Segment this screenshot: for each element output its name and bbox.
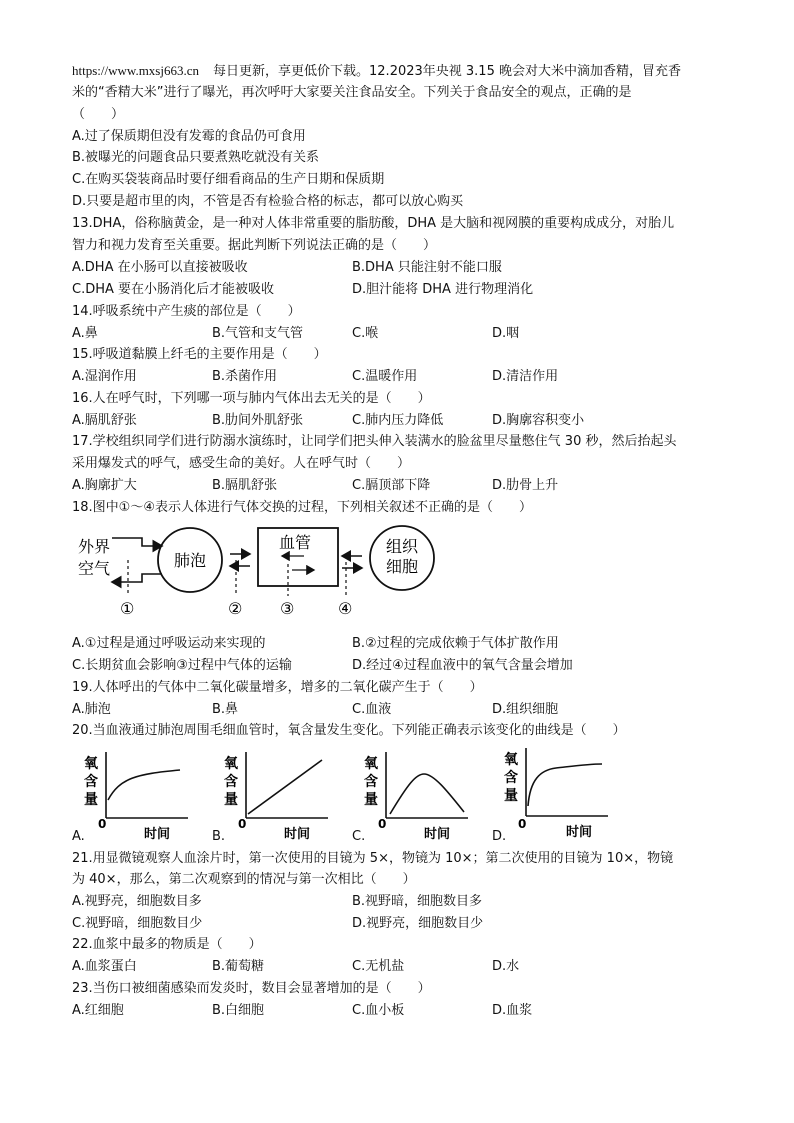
q19-stem: 19.人体呼出的气体中二氧化碳量增多，增多的二氧化碳产生于（ ） — [72, 680, 483, 695]
outside-air-label-2: 空气 — [78, 559, 111, 578]
outside-air-label-1: 外界 — [78, 537, 111, 556]
q18-option-b: B.②过程的完成依赖于气体扩散作用 — [352, 636, 559, 651]
graph-b-xlabel: 时间 — [284, 827, 311, 840]
q15-option-b: B.杀菌作用 — [212, 369, 278, 384]
q15-option-c: C.温暖作用 — [352, 369, 418, 384]
graph-c-ylabel-1: 氧 — [364, 756, 378, 772]
q14-option-c: C.喉 — [352, 326, 379, 341]
graph-a — [84, 748, 194, 840]
q16-stem: 16.人在呼气时，下列哪一项与肺内气体出去无关的是（ ） — [72, 391, 431, 406]
q20-stem: 20.当血液通过肺泡周围毛细血管时，氧含量发生变化。下列能正确表示该变化的曲线是（ ） — [72, 723, 626, 738]
graph-d-ylabel-3: 量 — [504, 788, 518, 804]
q16-option-a: A.膈肌舒张 — [72, 413, 137, 428]
q12-option-b: B.被曝光的问题食品只要煮熟吃就没有关系 — [72, 150, 320, 165]
q12-option-c: C.在购买袋装商品时要仔细看商品的生产日期和保质期 — [72, 172, 385, 187]
q19-option-d: D.组织细胞 — [492, 702, 559, 717]
graph-a-ylabel-3: 量 — [84, 792, 98, 808]
source-url[interactable]: https://www.mxsj663.cn — [72, 63, 199, 78]
q17-option-d: D.肋骨上升 — [492, 478, 559, 493]
q21-stem-line2: 为 40×，那么，第二次观察到的情况与第一次相比（ ） — [72, 872, 416, 887]
q21-option-d: D.视野亮，细胞数目少 — [352, 916, 484, 931]
graph-b-curve — [248, 760, 322, 814]
q12-option-a: A.过了保质期但没有发霉的食品仍可食用 — [72, 129, 306, 144]
marker-1: ① — [120, 599, 135, 618]
q15-option-a: A.湿润作用 — [72, 369, 137, 384]
q13-option-b: B.DHA 只能注射不能口服 — [352, 260, 502, 275]
graph-c-ylabel-3: 量 — [364, 792, 378, 808]
q14-stem: 14.呼吸系统中产生痰的部位是（ ） — [72, 304, 301, 319]
q13-stem-line2: 智力和视力发育至关重要。据此判断下列说法正确的是（ ） — [72, 238, 437, 253]
graph-d — [504, 744, 614, 840]
q13-option-a: A.DHA 在小肠可以直接被吸收 — [72, 260, 248, 275]
graph-d-letter: D. — [492, 829, 507, 844]
graph-a-xlabel: 时间 — [144, 827, 171, 840]
vessel-label: 血管 — [279, 533, 312, 552]
marker-3: ③ — [280, 599, 295, 618]
q18-stem: 18.图中①～④表示人体进行气体交换的过程，下列相关叙述不正确的是（ ） — [72, 500, 532, 515]
q14-option-b: B.气管和支气管 — [212, 326, 304, 341]
q22-option-a: A.血浆蛋白 — [72, 959, 137, 974]
air-in-arrow — [112, 538, 162, 546]
q18-option-a: A.①过程是通过呼吸运动来实现的 — [72, 636, 266, 651]
tissue-cells-label-1: 组织 — [386, 537, 419, 556]
q14-option-d: D.咽 — [492, 326, 520, 341]
graph-d-origin: 0 — [518, 817, 527, 831]
q22-option-b: B.葡萄糖 — [212, 959, 265, 974]
graph-b — [224, 748, 334, 840]
q18-option-c: C.长期贫血会影响③过程中气体的运输 — [72, 658, 292, 673]
alveoli-label: 肺泡 — [174, 551, 207, 570]
q14-option-a: A.鼻 — [72, 326, 98, 341]
q22-option-d: D.水 — [492, 959, 520, 974]
graph-c-letter: C. — [352, 829, 366, 844]
q23-option-d: D.血浆 — [492, 1003, 533, 1018]
graph-b-ylabel-3: 量 — [224, 792, 238, 808]
q12-option-d: D.只要是超市里的肉，不管是否有检验合格的标志，都可以放心购买 — [72, 194, 464, 209]
graph-d-curve — [528, 764, 602, 806]
graph-b-ylabel-1: 氧 — [224, 756, 238, 772]
q21-option-b: B.视野暗，细胞数目多 — [352, 894, 483, 909]
graph-d-ylabel-1: 氧 — [504, 752, 518, 768]
marker-4: ④ — [338, 599, 353, 618]
q23-stem: 23.当伤口被细菌感染而发炎时，数目会显著增加的是（ ） — [72, 981, 431, 996]
q12-blank: （ ） — [72, 107, 125, 122]
q13-option-c: C.DHA 要在小肠消化后才能被吸收 — [72, 282, 275, 297]
q19-option-b: B.鼻 — [212, 702, 239, 717]
q12-stem-line2: 米的“香精大米”进行了曝光，再次呼吁大家要关注食品安全。下列关于食品安全的观点，正确的是 — [72, 85, 632, 100]
q18-option-d: D.经过④过程血液中的氧气含量会增加 — [352, 658, 573, 673]
q22-option-c: C.无机盐 — [352, 959, 405, 974]
graph-a-ylabel-1: 氧 — [84, 756, 98, 772]
graph-b-ylabel-2: 含 — [224, 774, 238, 790]
graph-b-letter: B. — [212, 829, 226, 844]
q12-stem-line1: 12.2023年央视 3.15 晚会对大米中滴加香精，冒充香 — [369, 64, 681, 79]
q22-stem: 22.血浆中最多的物质是（ ） — [72, 937, 262, 952]
graph-a-origin: 0 — [98, 817, 107, 831]
graph-d-xlabel: 时间 — [566, 825, 593, 840]
source-tagline: 每日更新，享更低价下载。 — [213, 64, 370, 79]
graph-a-letter: A. — [72, 829, 85, 844]
gas-exchange-diagram — [72, 524, 442, 620]
q21-option-c: C.视野暗，细胞数目少 — [72, 916, 203, 931]
q21-stem-line1: 21.用显微镜观察人血涂片时，第一次使用的目镜为 5×，物镜为 10×；第二次使用的目镜为 10×，物镜 — [72, 851, 674, 866]
q15-option-d: D.清洁作用 — [492, 369, 559, 384]
q21-option-a: A.视野亮，细胞数目多 — [72, 894, 202, 909]
graph-a-curve — [108, 770, 180, 800]
graph-c-ylabel-2: 含 — [364, 774, 378, 790]
q17-option-b: B.膈肌舒张 — [212, 478, 278, 493]
marker-2: ② — [228, 599, 243, 618]
graph-b-origin: 0 — [238, 817, 247, 831]
q13-option-d: D.胆汁能将 DHA 进行物理消化 — [352, 282, 534, 297]
q16-option-b: B.肋间外肌舒张 — [212, 413, 304, 428]
graph-c-curve — [390, 774, 464, 814]
q17-stem-line2: 采用爆发式的呼气，感受生命的美好。人在呼气时（ ） — [72, 456, 411, 471]
q17-option-c: C.膈顶部下降 — [352, 478, 431, 493]
graph-c-origin: 0 — [378, 817, 387, 831]
graph-d-ylabel-2: 含 — [504, 770, 518, 786]
q13-stem-line1: 13.DHA，俗称脑黄金，是一种对人体非常重要的脂肪酸，DHA 是大脑和视网膜的重要构成成分，对胎儿 — [72, 216, 675, 231]
q15-stem: 15.呼吸道黏膜上纤毛的主要作用是（ ） — [72, 347, 327, 362]
q23-option-c: C.血小板 — [352, 1003, 405, 1018]
q19-option-c: C.血液 — [352, 702, 392, 717]
graph-a-ylabel-2: 含 — [84, 774, 98, 790]
q17-stem-line1: 17.学校组织同学们进行防溺水演练时，让同学们把头伸入装满水的脸盆里尽量憋住气 30 秒，然后抬起头 — [72, 434, 677, 449]
q23-option-b: B.白细胞 — [212, 1003, 265, 1018]
air-out-arrow — [112, 574, 162, 582]
q16-option-d: D.胸廓容积变小 — [492, 413, 585, 428]
q19-option-a: A.肺泡 — [72, 702, 111, 717]
graph-c-xlabel: 时间 — [424, 827, 451, 840]
q12-header-line — [72, 62, 681, 81]
q23-option-a: A.红细胞 — [72, 1003, 124, 1018]
q16-option-c: C.肺内压力降低 — [352, 413, 444, 428]
q17-option-a: A.胸廓扩大 — [72, 478, 137, 493]
tissue-cells-label-2: 细胞 — [386, 557, 419, 576]
graph-c — [364, 748, 474, 840]
